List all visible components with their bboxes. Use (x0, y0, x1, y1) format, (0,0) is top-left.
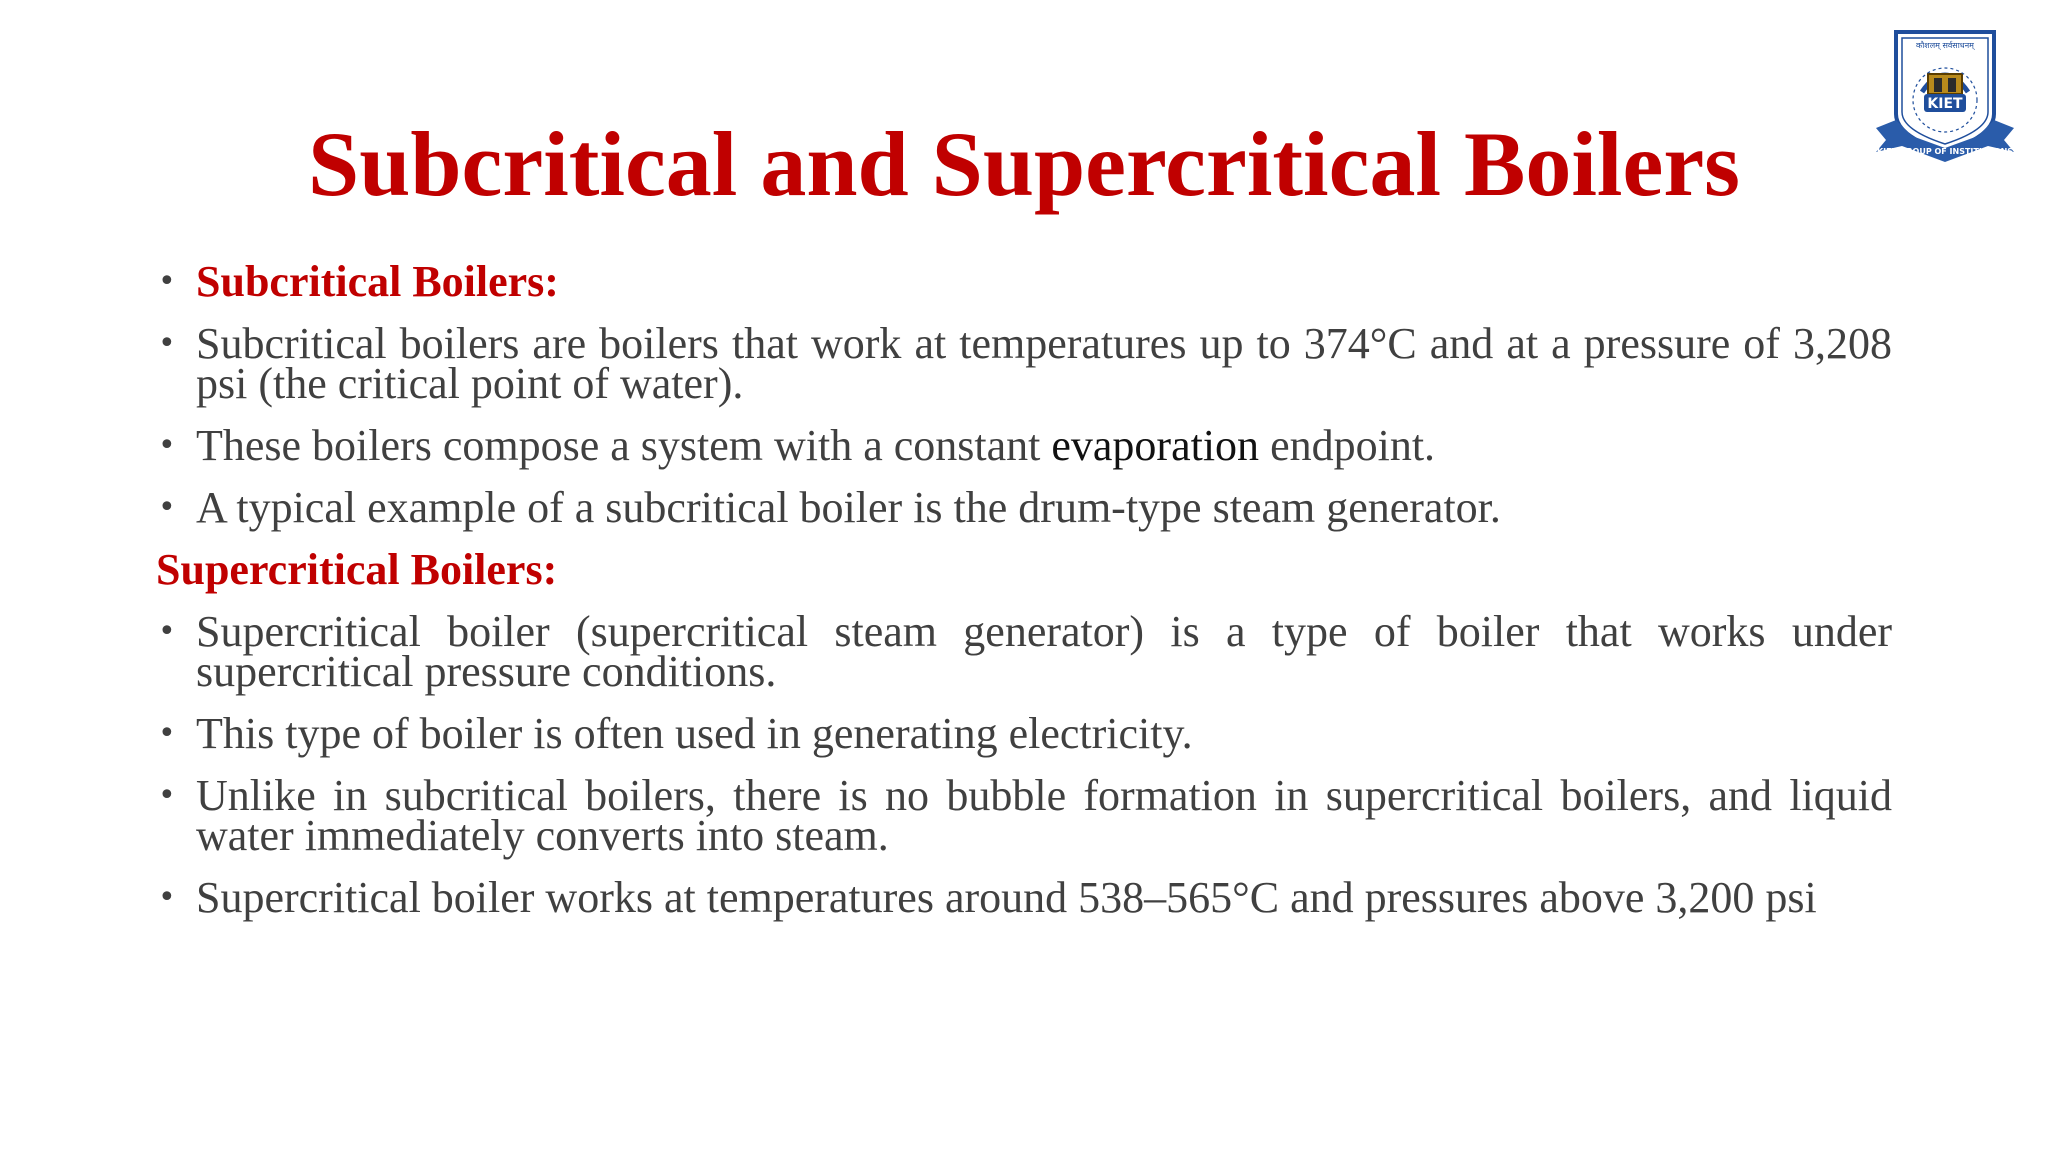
list-item (156, 319, 1892, 408)
list-item (156, 607, 1892, 696)
bullet-text: Subcritical boilers are boilers that work at temperatures up to 374°C and at a pressure of 3,208 psi (the critical point of water). (196, 319, 1892, 408)
bullet-icon: • (158, 428, 176, 463)
logo-badge: KIET (1927, 96, 1963, 112)
bullet-icon: • (158, 490, 176, 525)
bullet-text: Unlike in subcritical boilers, there is no bubble formation in supercritical boilers, and liquid water immediately converts into steam. (196, 771, 1892, 860)
bullet-text-highlight: evaporation (1051, 421, 1260, 470)
list-item (156, 771, 1892, 860)
bullet-icon: • (158, 264, 176, 299)
subcritical-heading-item (156, 257, 1892, 306)
bullet-text: A typical example of a subcritical boiler is the drum-type steam generator. (196, 483, 1501, 532)
bullet-text-after: endpoint. (1259, 421, 1436, 470)
logo-motto: कौशलम् सर्वसाधनम् (1916, 41, 1974, 50)
list-item (156, 421, 1892, 470)
bullet-icon: • (158, 716, 176, 751)
bullet-text: This type of boiler is often used in generating electricity. (196, 709, 1193, 758)
subcritical-heading: Subcritical Boilers: (196, 257, 559, 306)
bullet-text: Supercritical boiler works at temperatures around 538–565°C and pressures above 3,200 psi (196, 873, 1817, 922)
slide-title: Subcritical and Supercritical Boilers (308, 113, 1740, 215)
list-item (156, 709, 1892, 758)
logo-ring-text: KIET GROUP OF INSTITUTIONS (1876, 147, 2014, 156)
list-item (156, 483, 1892, 532)
list-item (156, 873, 1892, 922)
bullet-icon: • (158, 778, 176, 813)
slide-content (156, 257, 1892, 922)
bullet-text-before: These boilers compose a system with a constant (196, 421, 1052, 470)
bullet-icon: • (158, 326, 176, 361)
bullet-icon: • (158, 880, 176, 915)
supercritical-heading: Supercritical Boilers: (156, 545, 558, 594)
bullet-text: Supercritical boiler (supercritical steam generator) is a type of boiler that works under supercritical pressure conditions. (196, 607, 1892, 696)
bullet-icon: • (158, 614, 176, 649)
